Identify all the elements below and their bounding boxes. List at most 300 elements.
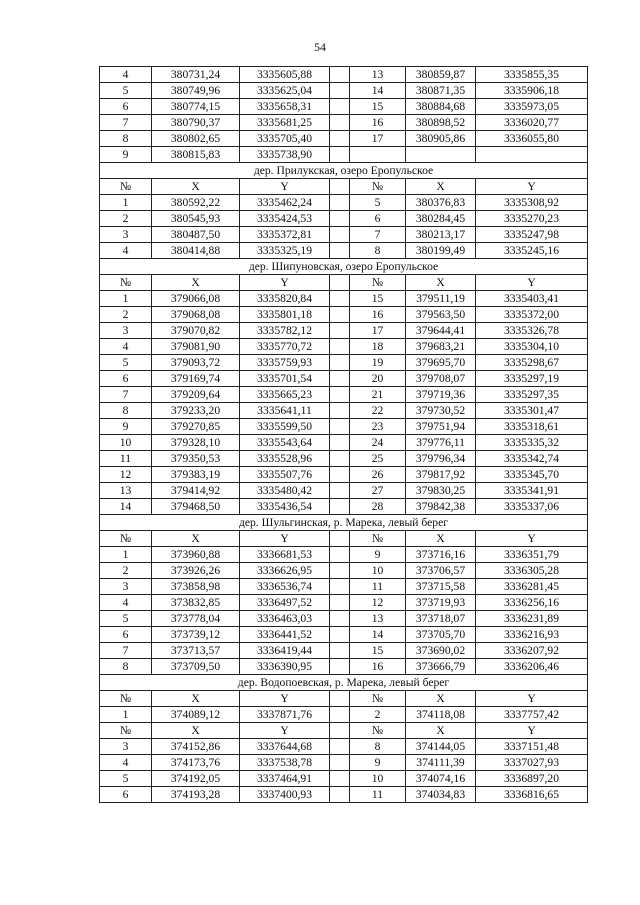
y-coordinate: 3335641,11 [240, 403, 330, 419]
table-row [100, 611, 588, 627]
x-coordinate: 373719,93 [406, 595, 476, 611]
header-x: X [152, 531, 240, 547]
column-header-row [100, 531, 588, 547]
y-coordinate: 3335782,12 [240, 323, 330, 339]
header-spacer [330, 179, 350, 195]
x-coordinate: 379683,21 [406, 339, 476, 355]
table-row [100, 499, 588, 515]
y-coordinate: 3335345,70 [476, 467, 588, 483]
header-y: Y [240, 531, 330, 547]
y-coordinate: 3335759,93 [240, 355, 330, 371]
table-row [100, 355, 588, 371]
point-number: 12 [350, 595, 406, 611]
x-coordinate: 374193,28 [152, 787, 240, 803]
x-coordinate: 373926,26 [152, 563, 240, 579]
table-row [100, 339, 588, 355]
x-coordinate: 373666,79 [406, 659, 476, 675]
spacer-cell [330, 755, 350, 771]
y-coordinate: 3335738,90 [240, 147, 330, 163]
point-number: 16 [350, 115, 406, 131]
x-coordinate: 379695,70 [406, 355, 476, 371]
point-number: 21 [350, 387, 406, 403]
x-coordinate: 373716,16 [406, 547, 476, 563]
spacer-cell [330, 579, 350, 595]
point-number: 22 [350, 403, 406, 419]
table-row [100, 307, 588, 323]
table-row [100, 291, 588, 307]
y-coordinate: 3337464,91 [240, 771, 330, 787]
table-row [100, 387, 588, 403]
point-number: 12 [100, 467, 152, 483]
point-number: 14 [350, 83, 406, 99]
y-coordinate: 3336256,16 [476, 595, 588, 611]
x-coordinate: 373778,04 [152, 611, 240, 627]
x-coordinate: 374152,86 [152, 739, 240, 755]
x-coordinate: 374074,16 [406, 771, 476, 787]
x-coordinate: 374034,83 [406, 787, 476, 803]
table-row [100, 211, 588, 227]
table-row [100, 787, 588, 803]
table-row [100, 627, 588, 643]
point-number: 8 [100, 131, 152, 147]
table-row [100, 643, 588, 659]
table-row [100, 579, 588, 595]
y-coordinate: 3336681,53 [240, 547, 330, 563]
x-coordinate: 379169,74 [152, 371, 240, 387]
section-title-row [100, 259, 588, 275]
x-coordinate: 380731,24 [152, 67, 240, 83]
table-row [100, 131, 588, 147]
header-y: Y [476, 179, 588, 195]
x-coordinate: 380859,87 [406, 67, 476, 83]
y-coordinate: 3336497,52 [240, 595, 330, 611]
x-coordinate: 380545,93 [152, 211, 240, 227]
table-row [100, 147, 588, 163]
spacer-cell [330, 355, 350, 371]
y-coordinate: 3337151,48 [476, 739, 588, 755]
y-coordinate: 3335906,18 [476, 83, 588, 99]
point-number: 15 [350, 643, 406, 659]
point-number: 9 [100, 419, 152, 435]
point-number: 18 [350, 339, 406, 355]
point-number: 5 [100, 83, 152, 99]
y-coordinate [476, 147, 588, 163]
table-row [100, 483, 588, 499]
x-coordinate: 379414,92 [152, 483, 240, 499]
point-number: 15 [350, 291, 406, 307]
point-number: 2 [350, 707, 406, 723]
x-coordinate: 379644,41 [406, 323, 476, 339]
spacer-cell [330, 419, 350, 435]
x-coordinate: 373832,85 [152, 595, 240, 611]
point-number: 27 [350, 483, 406, 499]
spacer-cell [330, 435, 350, 451]
point-number: 17 [350, 131, 406, 147]
spacer-cell [330, 211, 350, 227]
x-coordinate: 379233,20 [152, 403, 240, 419]
x-coordinate: 380376,83 [406, 195, 476, 211]
point-number: 4 [100, 339, 152, 355]
table-row [100, 323, 588, 339]
y-coordinate: 3335308,92 [476, 195, 588, 211]
y-coordinate: 3337538,78 [240, 755, 330, 771]
column-header-row [100, 179, 588, 195]
y-coordinate: 3337871,76 [240, 707, 330, 723]
table-row [100, 451, 588, 467]
x-coordinate: 379209,64 [152, 387, 240, 403]
y-coordinate: 3336626,95 [240, 563, 330, 579]
y-coordinate: 3335337,06 [476, 499, 588, 515]
y-coordinate: 3336897,20 [476, 771, 588, 787]
coordinates-table [99, 66, 588, 803]
x-coordinate: 379093,72 [152, 355, 240, 371]
table-row [100, 467, 588, 483]
x-coordinate [406, 147, 476, 163]
y-coordinate: 3335770,72 [240, 339, 330, 355]
header-no: № [100, 531, 152, 547]
y-coordinate: 3337644,68 [240, 739, 330, 755]
x-coordinate: 379511,19 [406, 291, 476, 307]
point-number: 24 [350, 435, 406, 451]
x-coordinate: 380774,15 [152, 99, 240, 115]
header-no: № [350, 723, 406, 739]
point-number: 15 [350, 99, 406, 115]
x-coordinate: 380884,68 [406, 99, 476, 115]
table-row [100, 739, 588, 755]
x-coordinate: 374111,39 [406, 755, 476, 771]
spacer-cell [330, 707, 350, 723]
y-coordinate: 3336055,80 [476, 131, 588, 147]
spacer-cell [330, 467, 350, 483]
point-number: 3 [100, 227, 152, 243]
header-x: X [406, 531, 476, 547]
y-coordinate: 3336463,03 [240, 611, 330, 627]
spacer-cell [330, 195, 350, 211]
y-coordinate: 3335247,98 [476, 227, 588, 243]
table-row [100, 595, 588, 611]
point-number: 7 [100, 115, 152, 131]
y-coordinate: 3335424,53 [240, 211, 330, 227]
spacer-cell [330, 627, 350, 643]
header-y: Y [240, 179, 330, 195]
point-number: 16 [350, 307, 406, 323]
x-coordinate: 379830,25 [406, 483, 476, 499]
point-number: 1 [100, 291, 152, 307]
x-coordinate: 379730,52 [406, 403, 476, 419]
y-coordinate: 3335820,84 [240, 291, 330, 307]
spacer-cell [330, 483, 350, 499]
x-coordinate: 380592,22 [152, 195, 240, 211]
spacer-cell [330, 131, 350, 147]
header-spacer [330, 691, 350, 707]
y-coordinate: 3335372,00 [476, 307, 588, 323]
point-number: 8 [100, 403, 152, 419]
column-header-row [100, 691, 588, 707]
point-number: 7 [100, 643, 152, 659]
point-number: 7 [350, 227, 406, 243]
table-row [100, 563, 588, 579]
point-number [350, 147, 406, 163]
x-coordinate: 373705,70 [406, 627, 476, 643]
header-x: X [406, 179, 476, 195]
section-title-row [100, 163, 588, 179]
header-y: Y [240, 275, 330, 291]
table-row [100, 435, 588, 451]
header-no: № [350, 531, 406, 547]
section-title: дер. Водопоевская, р. Марека, левый берег [100, 675, 588, 691]
point-number: 8 [100, 659, 152, 675]
table-row [100, 99, 588, 115]
y-coordinate: 3336351,79 [476, 547, 588, 563]
x-coordinate: 373858,98 [152, 579, 240, 595]
header-y: Y [240, 691, 330, 707]
x-coordinate: 379066,08 [152, 291, 240, 307]
spacer-cell [330, 595, 350, 611]
section-title: дер. Прилукская, озеро Еропульское [100, 163, 588, 179]
header-x: X [406, 691, 476, 707]
point-number: 11 [100, 451, 152, 467]
y-coordinate: 3335462,24 [240, 195, 330, 211]
header-y: Y [476, 691, 588, 707]
spacer-cell [330, 499, 350, 515]
point-number: 5 [350, 195, 406, 211]
point-number: 10 [350, 771, 406, 787]
y-coordinate: 3335325,19 [240, 243, 330, 259]
column-header-row [100, 275, 588, 291]
x-coordinate: 380213,17 [406, 227, 476, 243]
header-no: № [350, 275, 406, 291]
table-row [100, 547, 588, 563]
y-coordinate: 3336419,44 [240, 643, 330, 659]
spacer-cell [330, 451, 350, 467]
table-row [100, 227, 588, 243]
y-coordinate: 3335297,19 [476, 371, 588, 387]
x-coordinate: 380802,65 [152, 131, 240, 147]
point-number: 10 [350, 563, 406, 579]
x-coordinate: 380815,83 [152, 147, 240, 163]
point-number: 4 [100, 755, 152, 771]
header-y: Y [240, 723, 330, 739]
x-coordinate: 379796,34 [406, 451, 476, 467]
y-coordinate: 3336231,89 [476, 611, 588, 627]
x-coordinate: 380871,35 [406, 83, 476, 99]
y-coordinate: 3335528,96 [240, 451, 330, 467]
point-number: 19 [350, 355, 406, 371]
header-no: № [350, 179, 406, 195]
point-number: 6 [100, 99, 152, 115]
point-number: 8 [350, 243, 406, 259]
header-y: Y [476, 723, 588, 739]
y-coordinate: 3336390,95 [240, 659, 330, 675]
x-coordinate: 379776,11 [406, 435, 476, 451]
point-number: 14 [100, 499, 152, 515]
x-coordinate: 379751,94 [406, 419, 476, 435]
table-row [100, 659, 588, 675]
header-no: № [100, 691, 152, 707]
point-number: 3 [100, 739, 152, 755]
x-coordinate: 379708,07 [406, 371, 476, 387]
point-number: 4 [100, 243, 152, 259]
y-coordinate: 3335507,76 [240, 467, 330, 483]
x-coordinate: 379081,90 [152, 339, 240, 355]
header-x: X [152, 691, 240, 707]
spacer-cell [330, 403, 350, 419]
header-spacer [330, 275, 350, 291]
point-number: 7 [100, 387, 152, 403]
point-number: 17 [350, 323, 406, 339]
table-row [100, 755, 588, 771]
y-coordinate: 3335973,05 [476, 99, 588, 115]
spacer-cell [330, 291, 350, 307]
y-coordinate: 3335705,40 [240, 131, 330, 147]
spacer-cell [330, 387, 350, 403]
point-number: 13 [350, 67, 406, 83]
y-coordinate: 3336020,77 [476, 115, 588, 131]
spacer-cell [330, 771, 350, 787]
y-coordinate: 3335245,16 [476, 243, 588, 259]
point-number: 20 [350, 371, 406, 387]
y-coordinate: 3335403,41 [476, 291, 588, 307]
point-number: 9 [100, 147, 152, 163]
table-row [100, 403, 588, 419]
point-number: 3 [100, 579, 152, 595]
x-coordinate: 380790,37 [152, 115, 240, 131]
y-coordinate: 3335855,35 [476, 67, 588, 83]
x-coordinate: 379070,82 [152, 323, 240, 339]
spacer-cell [330, 563, 350, 579]
spacer-cell [330, 643, 350, 659]
point-number: 2 [100, 563, 152, 579]
x-coordinate: 373739,12 [152, 627, 240, 643]
point-number: 26 [350, 467, 406, 483]
y-coordinate: 3335372,81 [240, 227, 330, 243]
point-number: 13 [350, 611, 406, 627]
header-x: X [406, 723, 476, 739]
point-number: 13 [100, 483, 152, 499]
point-number: 3 [100, 323, 152, 339]
table-row [100, 419, 588, 435]
table-row [100, 707, 588, 723]
spacer-cell [330, 115, 350, 131]
point-number: 6 [100, 627, 152, 643]
y-coordinate: 3335298,67 [476, 355, 588, 371]
header-no: № [100, 275, 152, 291]
header-x: X [152, 723, 240, 739]
x-coordinate: 380905,86 [406, 131, 476, 147]
y-coordinate: 3335270,23 [476, 211, 588, 227]
y-coordinate: 3335301,47 [476, 403, 588, 419]
header-spacer [330, 531, 350, 547]
table-row [100, 67, 588, 83]
y-coordinate: 3335701,54 [240, 371, 330, 387]
spacer-cell [330, 83, 350, 99]
header-x: X [152, 179, 240, 195]
y-coordinate: 3335605,88 [240, 67, 330, 83]
point-number: 28 [350, 499, 406, 515]
point-number: 14 [350, 627, 406, 643]
y-coordinate: 3335318,61 [476, 419, 588, 435]
y-coordinate: 3335335,32 [476, 435, 588, 451]
y-coordinate: 3336281,45 [476, 579, 588, 595]
header-y: Y [476, 275, 588, 291]
column-header-row [100, 723, 588, 739]
spacer-cell [330, 227, 350, 243]
spacer-cell [330, 99, 350, 115]
spacer-cell [330, 739, 350, 755]
y-coordinate: 3336206,46 [476, 659, 588, 675]
spacer-cell [330, 547, 350, 563]
y-coordinate: 3335341,91 [476, 483, 588, 499]
section-title-row [100, 675, 588, 691]
y-coordinate: 3337400,93 [240, 787, 330, 803]
table-row [100, 243, 588, 259]
section-title: дер. Шульгинская, р. Марека, левый берег [100, 515, 588, 531]
x-coordinate: 373713,57 [152, 643, 240, 659]
spacer-cell [330, 307, 350, 323]
spacer-cell [330, 371, 350, 387]
point-number: 1 [100, 707, 152, 723]
header-x: X [406, 275, 476, 291]
point-number: 11 [350, 787, 406, 803]
x-coordinate: 373960,88 [152, 547, 240, 563]
point-number: 11 [350, 579, 406, 595]
header-no: № [350, 691, 406, 707]
y-coordinate: 3335681,25 [240, 115, 330, 131]
y-coordinate: 3337757,42 [476, 707, 588, 723]
x-coordinate: 379270,85 [152, 419, 240, 435]
y-coordinate: 3336305,28 [476, 563, 588, 579]
point-number: 10 [100, 435, 152, 451]
point-number: 16 [350, 659, 406, 675]
header-y: Y [476, 531, 588, 547]
table-row [100, 195, 588, 211]
y-coordinate: 3335326,78 [476, 323, 588, 339]
spacer-cell [330, 339, 350, 355]
x-coordinate: 374144,05 [406, 739, 476, 755]
y-coordinate: 3335543,64 [240, 435, 330, 451]
point-number: 5 [100, 355, 152, 371]
spacer-cell [330, 611, 350, 627]
x-coordinate: 379563,50 [406, 307, 476, 323]
spacer-cell [330, 147, 350, 163]
table-row [100, 115, 588, 131]
table-row [100, 371, 588, 387]
x-coordinate: 379328,10 [152, 435, 240, 451]
y-coordinate: 3335304,10 [476, 339, 588, 355]
y-coordinate: 3335625,04 [240, 83, 330, 99]
y-coordinate: 3335665,23 [240, 387, 330, 403]
x-coordinate: 380487,50 [152, 227, 240, 243]
spacer-cell [330, 323, 350, 339]
x-coordinate: 373690,02 [406, 643, 476, 659]
point-number: 6 [350, 211, 406, 227]
x-coordinate: 379350,53 [152, 451, 240, 467]
x-coordinate: 374089,12 [152, 707, 240, 723]
y-coordinate: 3335658,31 [240, 99, 330, 115]
point-number: 1 [100, 195, 152, 211]
x-coordinate: 374118,08 [406, 707, 476, 723]
point-number: 1 [100, 547, 152, 563]
x-coordinate: 379468,50 [152, 499, 240, 515]
x-coordinate: 380749,96 [152, 83, 240, 99]
point-number: 9 [350, 547, 406, 563]
point-number: 4 [100, 67, 152, 83]
header-no: № [100, 723, 152, 739]
y-coordinate: 3335436,54 [240, 499, 330, 515]
y-coordinate: 3336816,65 [476, 787, 588, 803]
y-coordinate: 3335297,35 [476, 387, 588, 403]
x-coordinate: 379719,36 [406, 387, 476, 403]
